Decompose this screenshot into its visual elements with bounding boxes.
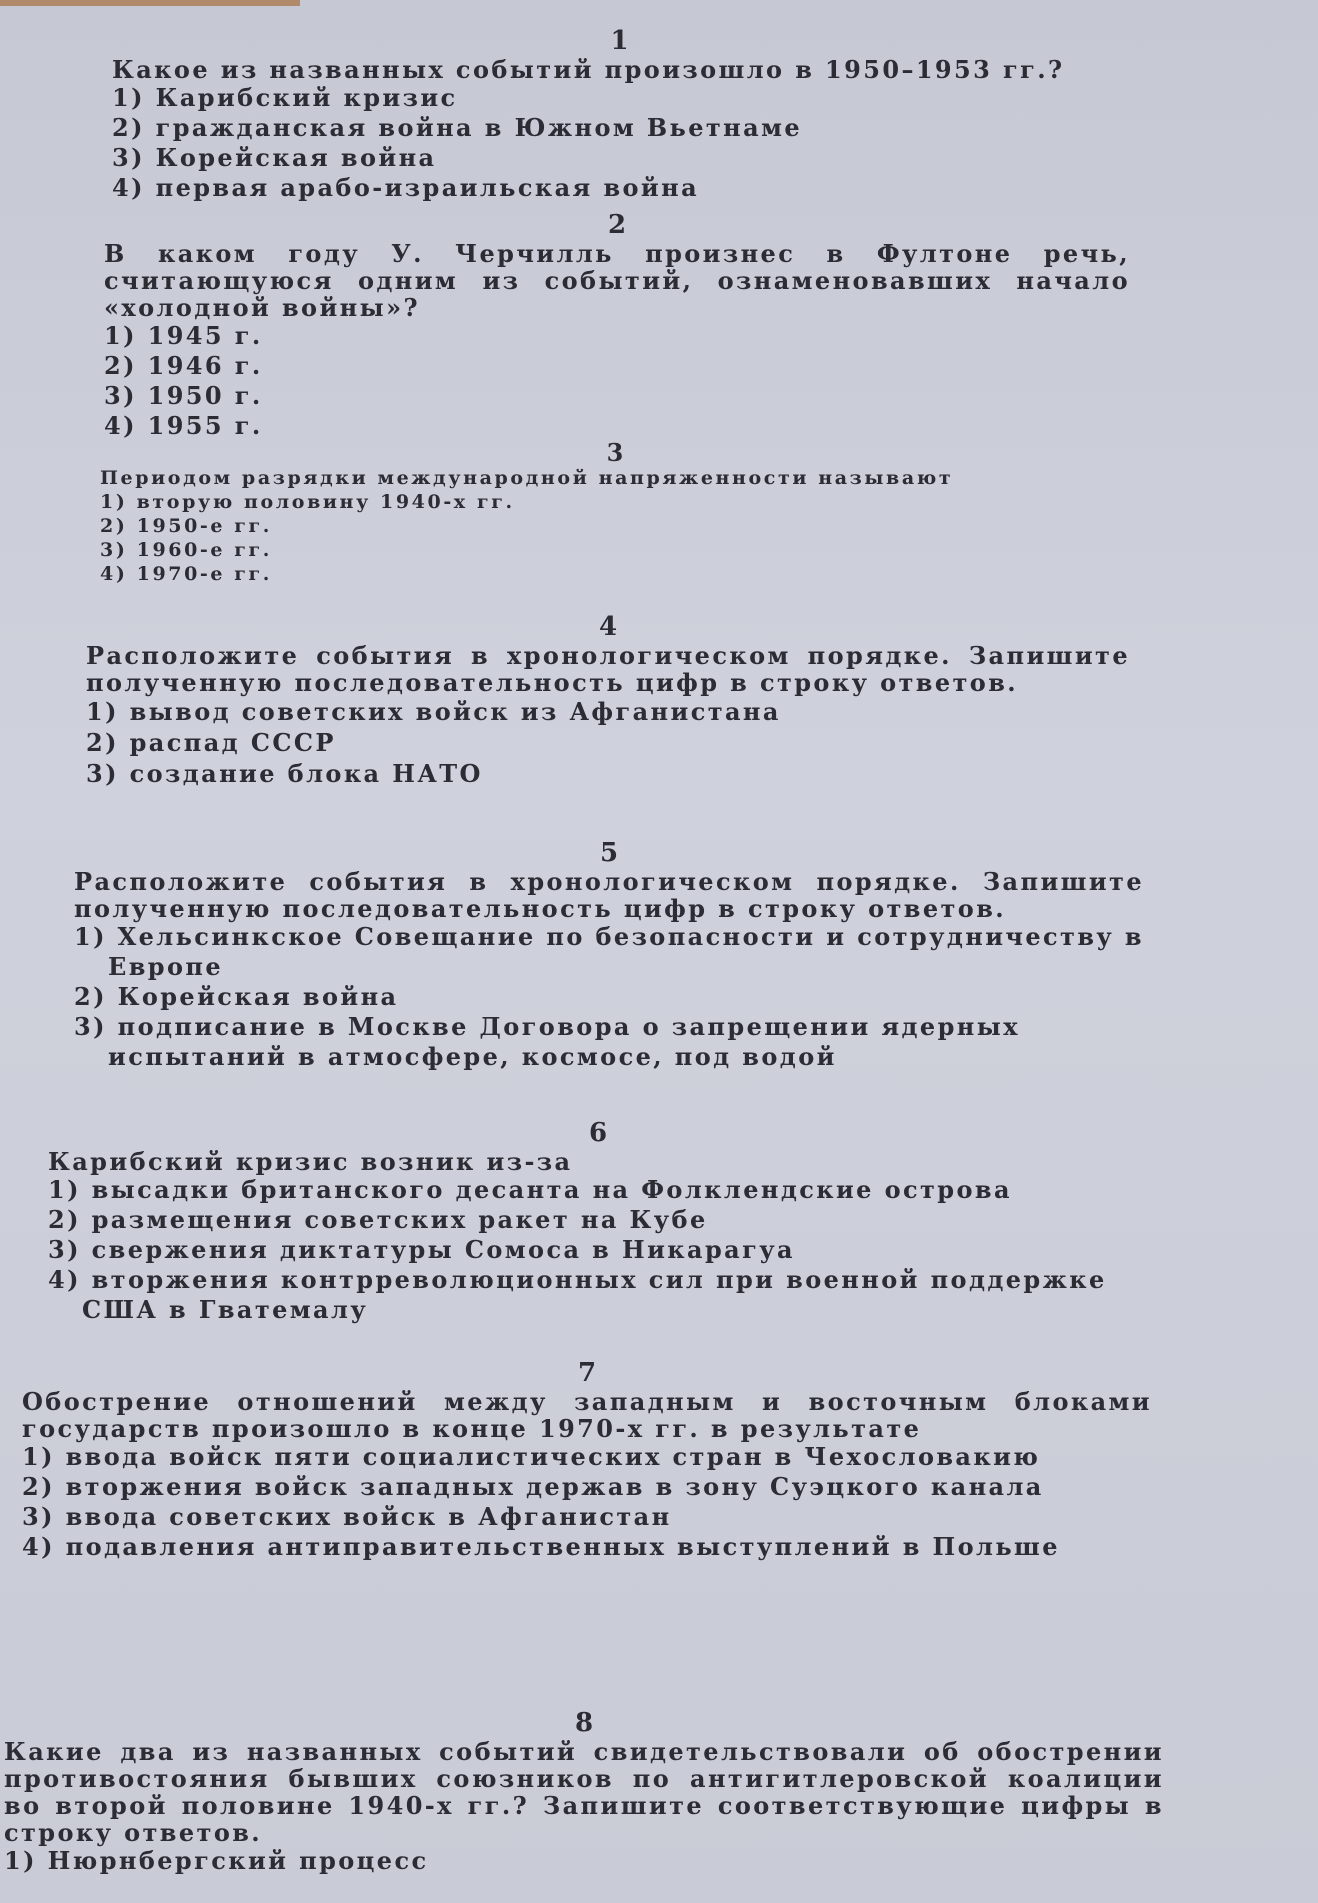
answer-option: 2) 1950-е гг. (100, 515, 272, 537)
answer-option: 3) 1960-е гг. (100, 539, 272, 561)
answer-option: 4) первая арабо-израильская война (112, 173, 700, 202)
question-number: 4 (598, 612, 618, 642)
question-number: 1 (610, 26, 629, 56)
question-text: Расположите события в хронологическом порядке. Запишите полученную последовательность цифр в строку ответов. (74, 867, 1144, 923)
question-number: 3 (606, 438, 624, 467)
question-text: Какие два из названных событий свидетельствовали об обострении противостояния бывших союзников по антигитлеровской коалиции во второй половине 1940-х гг.? Запишите соответствующие цифры в строку ответов. (4, 1737, 1164, 1847)
answer-option: 2) распад СССР (86, 728, 336, 757)
question-text: Какое из названных событий произошло в 1950–1953 гг.? (112, 55, 1065, 84)
question-4 (86, 612, 1130, 789)
answer-option: 3) свержения диктатуры Сомоса в Никарагуа (48, 1235, 795, 1264)
answer-option: 2) 1946 г. (104, 351, 263, 380)
answer-option: 3) Корейская война (112, 143, 437, 172)
answer-option: 2) Корейская война (74, 982, 399, 1011)
answer-option: 1) ввода войск пяти социалистических стран в Чехословакию (22, 1442, 1041, 1471)
answer-option: 1) вывод советских войск из Афганистана (86, 697, 781, 726)
question-3 (100, 440, 1130, 586)
answer-option: 4) подавления антиправительственных выступлений в Польше (22, 1532, 1060, 1561)
page-corner-shadow (0, 0, 300, 6)
answer-option: 4) вторжения контрреволюционных сил при военной поддержке США в Гватемалу (48, 1265, 1107, 1324)
question-2 (104, 210, 1130, 441)
answer-option: 1) Нюрнбергский процесс (4, 1846, 429, 1875)
question-text: Обострение отношений между западным и восточным блоками государств произошло в конце 1970-х гг. в результате (22, 1387, 1152, 1443)
question-number: 7 (577, 1358, 597, 1388)
answer-option: 1) Хельсинкское Совещание по безопасности и сотрудничеству в Европе (74, 922, 1144, 981)
question-1 (112, 26, 1127, 203)
answer-option: 1) высадки британского десанта на Фолклендские острова (48, 1175, 1012, 1204)
answer-option: 1) 1945 г. (104, 321, 263, 350)
question-6 (48, 1118, 1148, 1325)
question-text: В каком году У. Черчилль произнес в Фултоне речь, считающуюся одним из событий, ознаменовавших начало «холодной войны»? (104, 239, 1130, 322)
question-5 (74, 838, 1144, 1072)
answer-option: 2) гражданская война в Южном Вьетнаме (112, 113, 803, 142)
answer-option: 2) размещения советских ракет на Кубе (48, 1205, 708, 1234)
question-text: Периодом разрядки международной напряженности называют (100, 467, 954, 489)
question-number: 2 (607, 210, 627, 240)
answer-option: 3) ввода советских войск в Афганистан (22, 1502, 672, 1531)
question-number: 8 (574, 1708, 594, 1738)
answer-option: 3) подписание в Москве Договора о запрещении ядерных испытаний в атмосфере, космосе, под водой (74, 1012, 1020, 1071)
answer-option: 1) вторую половину 1940-х гг. (100, 491, 515, 513)
answer-option: 4) 1970-е гг. (100, 563, 272, 585)
answer-option: 2) вторжения войск западных держав в зону Суэцкого канала (22, 1472, 1044, 1501)
question-7 (22, 1358, 1152, 1562)
answer-option: 3) 1950 г. (104, 381, 263, 410)
question-8 (4, 1708, 1164, 1876)
answer-option: 1) Карибский кризис (112, 83, 458, 112)
question-text: Карибский кризис возник из-за (48, 1147, 573, 1176)
answer-option: 3) создание блока НАТО (86, 759, 483, 788)
question-number: 5 (599, 838, 619, 868)
question-text: Расположите события в хронологическом порядке. Запишите полученную последовательность цифр в строку ответов. (86, 641, 1130, 697)
question-number: 6 (588, 1118, 608, 1148)
answer-option: 4) 1955 г. (104, 411, 263, 440)
